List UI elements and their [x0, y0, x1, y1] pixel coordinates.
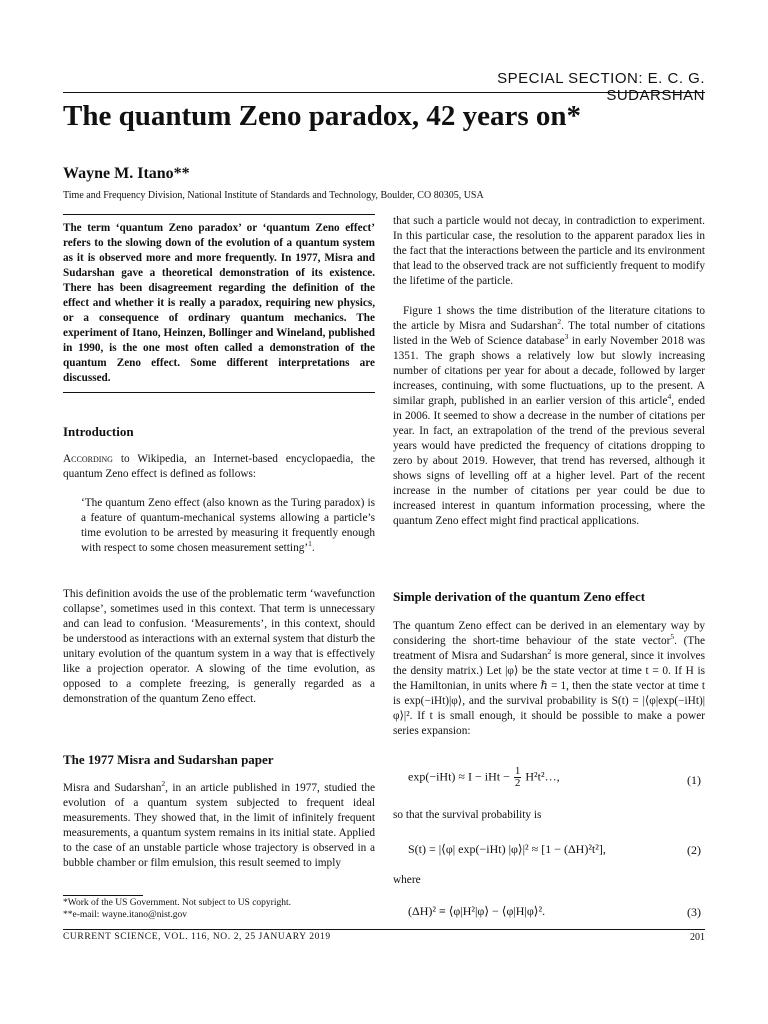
paper-p1-b: , in an article published in 1977, studied the evolution of a quantum system subjected to frequent ideal measurements. They showed that, in the limit of infinitely frequent measurements, a quantum system remains in its initial state. Applied to the case of an unstable particle whose trajectory is observed in a bubble chamber or film emulsion, this result seemed to imply: [63, 782, 375, 869]
paper-p1-a: Misra and Sudarshan: [63, 782, 162, 794]
equation-3: (ΔH)² ≡ ⟨φ|H²|φ⟩ − ⟨φ|H|φ⟩².: [408, 904, 546, 918]
right-p2-a: Figure 1 shows the time distribution of the literature citations to the article by Misra and Sudarshan: [393, 305, 705, 332]
equation-2: S(t) = |⟨φ| exp(−iHt) |φ⟩|² ≈ [1 − (ΔH)²t²],: [408, 842, 606, 856]
intro-lead-word: According: [63, 453, 113, 465]
footnote-rule: [63, 895, 143, 896]
section-heading-1977-paper: The 1977 Misra and Sudarshan paper: [63, 752, 274, 767]
right-p2-b: . The total number of citations listed in the Web of Science database: [393, 320, 705, 347]
footnote-email: **e-mail: wayne.itano@nist.gov: [63, 910, 188, 920]
equation-1: [408, 766, 560, 789]
right-paragraph-2: [393, 304, 705, 529]
deriv-p3-b: . (The treatment of Misra and Sudarshan: [393, 635, 705, 662]
abstract: The term ‘quantum Zeno paradox’ or ‘quantum Zeno effect’ refers to the slowing down of the evolution of a quantum system as it is observed more and more frequently. In 1977, Misra and Sudarshan gave a theoretical demonstration of its existence. There has been disagreement regarding the definition of the effect and whether it is really a paradox, requiring new physics, or a consequence of ordinary quantum mechanics. The experiment of Itano, Heinzen, Bollinger and Wineland, published in 1990, is the one most often called a demonstration of the quantum Zeno effect. Some different interpretations are discussed.: [63, 214, 375, 393]
where-text: where: [393, 874, 421, 886]
deriv-p3-ref2: 2: [547, 647, 552, 657]
deriv-p3-a: The quantum Zeno effect can be derived in an elementary way by considering the short-time behaviour of the state vector: [393, 620, 705, 647]
eq1-denominator: 2: [514, 777, 521, 789]
equation-1-number: (1): [687, 773, 701, 787]
right-paragraph-1: that such a particle would not decay, in contradiction to experiment. In this particular case, the resolution to the apparent paradox lies in the fact that the interactions between the particle and its environment that lead to the observed track are not sufficiently frequent to modify the lifetime of the particle.: [393, 215, 705, 287]
quote-end: .: [311, 542, 315, 554]
footnote-copyright: *Work of the US Government. Not subject to US copyright.: [63, 898, 291, 908]
header-rule: [63, 92, 705, 93]
intro-paragraph-2: This definition avoids the use of the problematic term ‘wavefunction collapse’, sometimes used in this context. That term is unnecessary and can lead to confusion. ‘Measurements’, in this context, should be understood as interactions with an external system that disturb the unitary evolution of the quantum system in a way that is effectively like a projection operator. A slowing of the time evolution, as opposed to a complete freezing, is generally regarded as a demonstration of the quantum Zeno effect.: [63, 588, 375, 705]
section-heading-introduction: Introduction: [63, 424, 134, 439]
right-p2-ref3: 4: [667, 392, 672, 402]
page-number: 201: [690, 932, 705, 943]
derivation-paragraph-1: [393, 619, 705, 739]
wikipedia-quote: [81, 496, 375, 556]
right-p2-d: , ended in 2006. It seemed to show a decrease in the number of citations per year. In fact, an extrapolation of the trend of the previous several years would have predicted the frequency of citations dropping to zero by about 2019. However, that trend has reversed, although it shows signs of levelling off at a higher level. Part of the recent increase in the number of citations per year could be due to increased interest in quantum information processing, where the quantum Zeno effect might find practical applications.: [393, 395, 705, 527]
survival-intro: so that the survival probability is: [393, 809, 542, 821]
intro-paragraph-1-text: to Wikipedia, an Internet-based encyclopaedia, the quantum Zeno effect is defined as follows:: [63, 453, 375, 480]
author-affiliation: Time and Frequency Division, National Institute of Standards and Technology, Boulder, CO 80305, USA: [63, 190, 484, 201]
section-header: SPECIAL SECTION: E. C. G. SUDARSHAN: [497, 70, 705, 104]
article-title: The quantum Zeno paradox, 42 years on*: [63, 100, 582, 132]
eq1-numerator: 1: [514, 765, 521, 777]
quote-text: ‘The quantum Zeno effect (also known as the Turing paradox) is a feature of quantum-mechanical systems allowing a particle’s time evolution to be arrested by measuring it frequently enough with respect to some chosen measurement setting’: [81, 497, 375, 554]
right-p2-c: in early November 2018 was 1351. The graph shows a relatively low but slowly increasing number of citations per year for about a decade, followed by larger increases, continuing, with some fluctuations, up to the present. A similar graph, published in an earlier version of this article: [393, 335, 705, 407]
paper-p1-ref: 2: [161, 779, 166, 789]
deriv-p3-ref1: 5: [670, 632, 675, 642]
equation-3-number: (3): [687, 905, 701, 919]
right-p2-ref2: 3: [564, 332, 569, 342]
paper-paragraph-1: [63, 781, 375, 871]
intro-paragraph-1: [63, 452, 375, 482]
deriv-p3-c: is more general, since it involves the density matrix.) Let |φ⟩ be the state vector at time t = 0. If H is the Hamiltonian, in units where ℏ = 1, then the state vector at time t is exp(−iHt)|φ⟩, and the survival probability is S(t) = |⟨φ|exp(−iHt)|φ⟩|². If t is small enough, it should be possible to make a power series expansion:: [393, 650, 705, 737]
section-heading-derivation: Simple derivation of the quantum Zeno effect: [393, 589, 646, 604]
right-p2-ref1: 2: [557, 317, 562, 327]
eq1-left: exp(−iHt) ≈ I − iHt −: [408, 769, 510, 784]
equation-2-number: (2): [687, 843, 701, 857]
eq1-right: H²t²…,: [525, 769, 560, 784]
footer-journal: CURRENT SCIENCE, VOL. 116, NO. 2, 25 JANUARY 2019: [63, 932, 331, 942]
footer-rule: [63, 929, 705, 930]
quote-ref: 1: [308, 539, 312, 549]
eq1-fraction: [514, 766, 522, 789]
author-name: Wayne M. Itano**: [63, 165, 190, 182]
